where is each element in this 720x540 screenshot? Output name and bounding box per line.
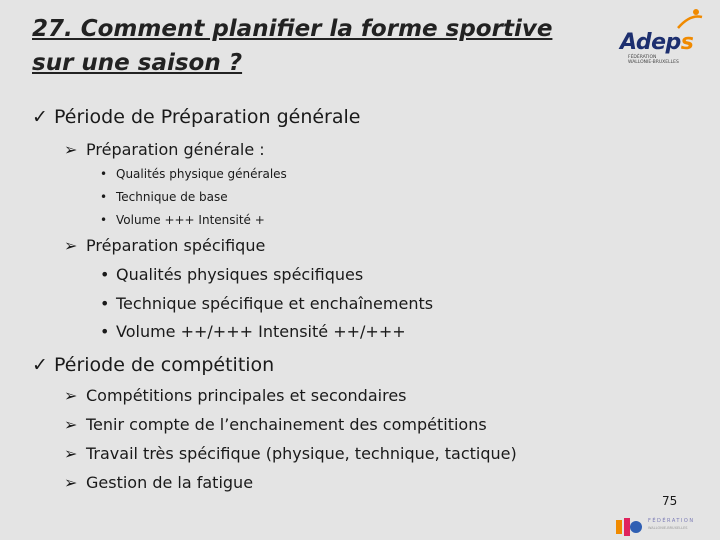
title-line-1: 27. Comment planifier la forme sportive xyxy=(32,16,553,42)
section-2-text: Période de compétition xyxy=(54,354,275,376)
arrow-icon: ➢ xyxy=(64,140,78,159)
federation-emblem-icon xyxy=(614,516,644,538)
arrow-icon: ➢ xyxy=(64,236,78,255)
list-item xyxy=(64,444,517,463)
list-item-text: Technique spécifique et enchaînements xyxy=(116,294,434,313)
list-item-text: Technique de base xyxy=(116,190,228,204)
page-number: 75 xyxy=(662,494,678,508)
list-item-text: Volume ++/+++ Intensité ++/+++ xyxy=(116,322,406,341)
list-item xyxy=(100,213,265,227)
subsection-heading-1 xyxy=(64,140,265,159)
bullet-icon: • xyxy=(100,294,110,313)
bullet-icon: • xyxy=(100,265,110,284)
federation-text: FÉDÉRATION xyxy=(648,518,695,524)
list-item xyxy=(100,322,406,341)
list-item xyxy=(100,294,433,313)
list-item xyxy=(100,265,363,284)
federation-subtext: WALLONIE-BRUXELLES xyxy=(648,526,688,530)
logo-word-s: s xyxy=(680,30,694,55)
list-item xyxy=(100,190,228,204)
federation-logo xyxy=(612,516,712,538)
subsection-heading-2 xyxy=(64,236,265,255)
bullet-icon: • xyxy=(100,213,108,227)
list-item-text: Qualités physiques spécifiques xyxy=(116,265,364,284)
list-item xyxy=(64,386,407,405)
slide-title xyxy=(32,12,592,80)
list-item-text: Qualités physique générales xyxy=(116,167,287,181)
bullet-icon: • xyxy=(100,190,108,204)
list-item-text: Volume +++ Intensité + xyxy=(116,213,265,227)
subsection-2-text: Préparation spécifique xyxy=(86,236,266,255)
adeps-logo xyxy=(620,30,710,72)
list-item-text: Travail très spécifique (physique, technique, tactique) xyxy=(86,444,517,463)
arrow-icon: ➢ xyxy=(64,386,78,405)
section-heading-2 xyxy=(32,354,274,376)
title-line-2: sur une saison ? xyxy=(32,50,243,76)
section-heading-1 xyxy=(32,106,360,128)
bullet-icon: • xyxy=(100,322,110,341)
logo-tag-2: WALLONIE-BRUXELLES xyxy=(628,60,679,65)
list-item xyxy=(64,473,253,492)
check-icon: ✓ xyxy=(32,354,48,376)
arrow-icon: ➢ xyxy=(64,444,78,463)
logo-word-main: Adep xyxy=(620,30,681,55)
list-item-text: Compétitions principales et secondaires xyxy=(86,386,407,405)
arrow-icon: ➢ xyxy=(64,473,78,492)
subsection-1-text: Préparation générale : xyxy=(86,140,265,159)
section-1-text: Période de Préparation générale xyxy=(54,106,361,128)
list-item-text: Gestion de la fatigue xyxy=(86,473,254,492)
logo-swoosh-icon xyxy=(676,8,706,30)
arrow-icon: ➢ xyxy=(64,415,78,434)
list-item xyxy=(100,167,287,181)
logo-wordmark xyxy=(620,30,710,55)
check-icon: ✓ xyxy=(32,106,48,128)
bullet-icon: • xyxy=(100,167,108,181)
list-item xyxy=(64,415,487,434)
logo-tag-1: FÉDÉRATION xyxy=(628,55,657,60)
list-item-text: Tenir compte de l’enchainement des compétitions xyxy=(86,415,487,434)
